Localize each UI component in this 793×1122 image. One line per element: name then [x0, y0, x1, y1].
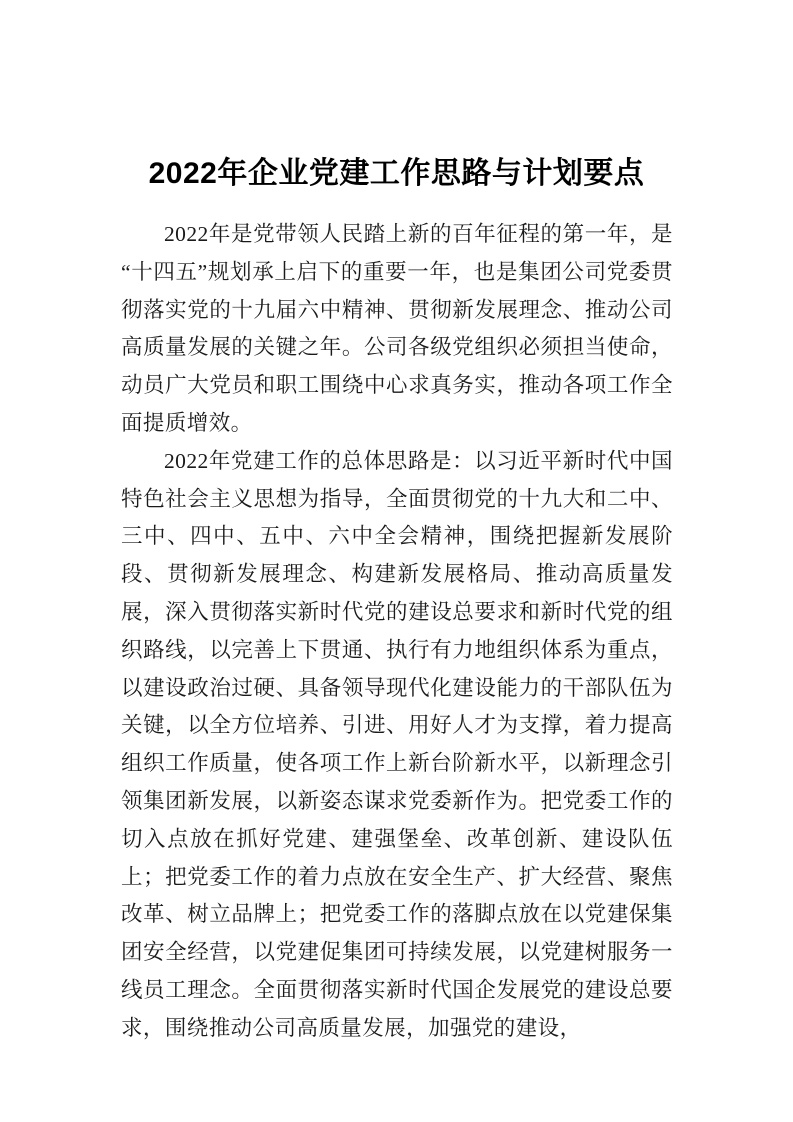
body-paragraph-1: 2022年是党带领人民踏上新的百年征程的第一年，是“十四五”规划承上启下的重要一年，也是集团公司党委贯彻落实党的十九届六中精神、贯彻新发展理念、推动公司高质量发展的关键之年。公司各级党组织必须担当使命，动员广大党员和职工围绕中心求真务实，推动各项工作全面提质增效。	[121, 222, 673, 435]
document-body	[121, 216, 673, 1048]
body-paragraph-2: 2022年党建工作的总体思路是：以习近平新时代中国特色社会主义思想为指导，全面贯彻党的十九大和二中、三中、四中、五中、六中全会精神，围绕把握新发展阶段、贯彻新发展理念、构建新发展格局、推动高质量发展，深入贯彻落实新时代党的建设总要求和新时代党的组织路线，以完善上下贯通、执行有力地组织体系为重点，以建设政治过硬、具备领导现代化建设能力的干部队伍为关键，以全方位培养、引进、用好人才为支撑，着力提高组织工作质量，使各项工作上新台阶新水平，以新理念引领集团新发展，以新姿态谋求党委新作为。把党委工作的切入点放在抓好党建、建强堡垒、改革创新、建设队伍上；把党委工作的着力点放在安全生产、扩大经营、聚焦改革、树立品牌上；把党委工作的落脚点放在以党建保集团安全经营，以党建促集团可持续发展，以党建树服务一线员工理念。全面贯彻落实新时代国企发展党的建设总要求，围绕推动公司高质量发展，加强党的建设，	[121, 448, 673, 1040]
page-title: 2022年企业党建工作思路与计划要点	[148, 157, 645, 191]
